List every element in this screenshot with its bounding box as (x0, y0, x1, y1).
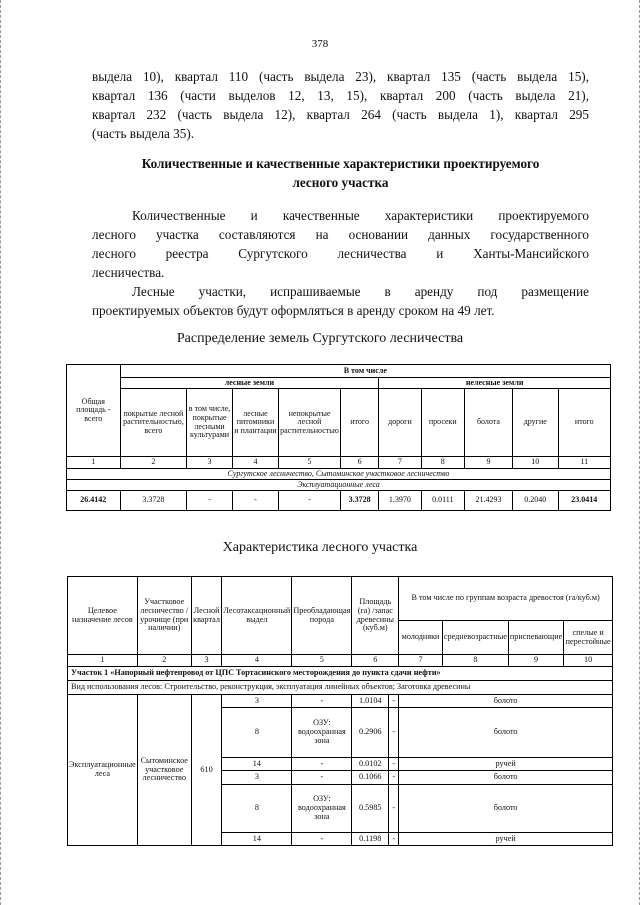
subheader-forestry: Сургутское лесничество, Сытоминское участковое лесничество (67, 469, 611, 480)
data-cell: 3.3728 (120, 491, 187, 511)
row-young: - (389, 771, 399, 785)
section-title: Участок 1 «Напорный нефтепровод от ЦПС Тортасинского месторождения до пункта сдачи нефти» (68, 667, 613, 681)
data-cell: 1.3970 (379, 491, 421, 511)
paragraph-lease (92, 282, 589, 320)
col-not-covered: непокрытые лесной растительностью (279, 389, 341, 457)
intro-line: квартал 232 (часть выдела 12), квартал 264 (часть выдела 1), квартал 295 (92, 107, 589, 122)
col-number: 7 (399, 655, 443, 667)
scan-edge-left (0, 0, 5, 905)
header-species: Преобладающая порода (292, 577, 352, 655)
col-number: 10 (512, 457, 558, 469)
header-area: Площадь (га) /запас древесины (куб.м) (352, 577, 399, 655)
row-vydel: 8 (222, 785, 292, 833)
section-heading-line: лесного участка (292, 175, 389, 190)
land-distribution-table (66, 364, 611, 511)
header-nonforest-lands: нелесные земли (379, 378, 611, 389)
row-note: болото (399, 771, 613, 785)
header-including: В том числе (120, 365, 610, 378)
col-other: другие (512, 389, 558, 457)
col-number: 1 (67, 457, 121, 469)
paragraph-line: проектируемых объектов будут оформляться в аренду сроком на 49 лет. (92, 303, 495, 318)
intro-paragraph (92, 67, 589, 143)
row-young: - (389, 785, 399, 833)
section-heading (92, 154, 589, 192)
section-heading-line: Количественные и качественные характеристики проектируемого (141, 156, 540, 171)
row-note: ручей (399, 758, 613, 771)
col-number: 1 (68, 655, 138, 667)
col-covered-forest: покрытые лесной растительностью, всего (120, 389, 187, 457)
header-quarter: Лесной квартал (191, 577, 222, 655)
data-cell: 0.2040 (512, 491, 558, 511)
row-species: - (292, 758, 352, 771)
col-number: 10 (564, 655, 613, 667)
row-young: - (389, 758, 399, 771)
page-number: 378 (311, 38, 329, 50)
scan-edge-right (635, 0, 640, 905)
row-area: 1.0104 (352, 695, 389, 708)
col-swamps: болота (465, 389, 513, 457)
header-forest-lands: лесные земли (120, 378, 379, 389)
row-young: - (389, 833, 399, 846)
row-note: болото (399, 785, 613, 833)
col-young: молодняки (399, 621, 443, 655)
col-number: 8 (421, 457, 465, 469)
data-cell: - (187, 491, 233, 511)
subheader-category: Эксплуатационные леса (67, 480, 611, 491)
paragraph-line: лесного реестра Сургутского лесничества и Ханты-Мансийского (92, 246, 589, 261)
col-number: 9 (508, 655, 563, 667)
data-cell: 3.3728 (340, 491, 378, 511)
col-mature: спелые и перестойные (564, 621, 613, 655)
col-roads: дороги (379, 389, 421, 457)
row-area: 0.0102 (352, 758, 389, 771)
col-nurseries: лесные питомники и плантации (232, 389, 278, 457)
data-cell: 0.0111 (421, 491, 465, 511)
row-species: ОЗУ: водоохранная зона (292, 708, 352, 758)
intro-line: выдела 10), квартал 110 (часть выдела 23), квартал 135 (часть выдела 15), (92, 69, 589, 84)
row-area: 0.2906 (352, 708, 389, 758)
col-number: 3 (191, 655, 222, 667)
col-number: 6 (352, 655, 399, 667)
data-cell: - (279, 491, 341, 511)
col-middle-aged: средневозрастные (442, 621, 508, 655)
row-species: - (292, 833, 352, 846)
group-quarter: 610 (191, 695, 222, 846)
row-area: 0.5985 (352, 785, 389, 833)
header-total-area: Общая площадь - всего (67, 365, 121, 457)
col-number: 2 (120, 457, 187, 469)
row-vydel: 14 (222, 758, 292, 771)
paragraph-sources (92, 206, 589, 282)
intro-line: квартал 136 (части выделов 12, 13, 15), квартал 200 (часть выдела 21), (92, 88, 589, 103)
paragraph-line: Лесные участки, испрашиваемые в аренду под размещение (132, 284, 589, 299)
col-number: 5 (279, 457, 341, 469)
row-vydel: 3 (222, 695, 292, 708)
group-purpose: Эксплуатационные леса (68, 695, 138, 846)
col-number: 8 (442, 655, 508, 667)
col-nonforest-total: итого (558, 389, 610, 457)
row-area: 0.1198 (352, 833, 389, 846)
table1-caption: Распределение земель Сургутского лесничества (176, 331, 464, 346)
paragraph-line: лесного участка составляются на основании данных государственного (92, 227, 589, 242)
data-cell: 26.4142 (67, 491, 121, 511)
col-number: 5 (292, 655, 352, 667)
row-area: 0.1066 (352, 771, 389, 785)
row-note: болото (399, 695, 613, 708)
row-young: - (389, 708, 399, 758)
col-clearings: просеки (421, 389, 465, 457)
data-cell: - (232, 491, 278, 511)
data-cell: 23.0414 (558, 491, 610, 511)
paragraph-line: лесничества. (92, 265, 165, 280)
row-young: - (389, 695, 399, 708)
header-forestry: Участковое лесничество /урочище (при наличии) (137, 577, 191, 655)
usage-line: Вид использования лесов: Строительство, реконструкция, эксплуатация линейных объектов; Заготовка древесины (68, 681, 613, 695)
col-number: 11 (558, 457, 610, 469)
col-number: 7 (379, 457, 421, 469)
group-forestry: Сытоминское участковое лесничество (137, 695, 191, 846)
data-cell: 21.4293 (465, 491, 513, 511)
row-vydel: 8 (222, 708, 292, 758)
header-age-groups: В том числе по группам возраста древостоя (га/куб.м) (399, 577, 613, 621)
col-number: 4 (232, 457, 278, 469)
paragraph-line: Количественные и качественные характеристики проектируемого (132, 208, 589, 223)
row-species: ОЗУ: водоохранная зона (292, 785, 352, 833)
col-number: 3 (187, 457, 233, 469)
header-vydel: Лесотаксационный выдел (222, 577, 292, 655)
row-vydel: 3 (222, 771, 292, 785)
table2-caption: Характеристика лесного участка (222, 540, 418, 555)
row-species: - (292, 695, 352, 708)
col-ripening: приспевающие (508, 621, 563, 655)
header-purpose: Целевое назначение лесов (68, 577, 138, 655)
row-species: - (292, 771, 352, 785)
col-forest-total: итого (340, 389, 378, 457)
col-forest-cultures: в том числе, покрытые лесными культурами (187, 389, 233, 457)
col-number: 9 (465, 457, 513, 469)
forest-plot-table (67, 576, 613, 846)
col-number: 6 (340, 457, 378, 469)
row-vydel: 14 (222, 833, 292, 846)
row-note: болото (399, 708, 613, 758)
row-note: ручей (399, 833, 613, 846)
col-number: 4 (222, 655, 292, 667)
intro-line: (часть выдела 35). (92, 126, 195, 141)
col-number: 2 (137, 655, 191, 667)
